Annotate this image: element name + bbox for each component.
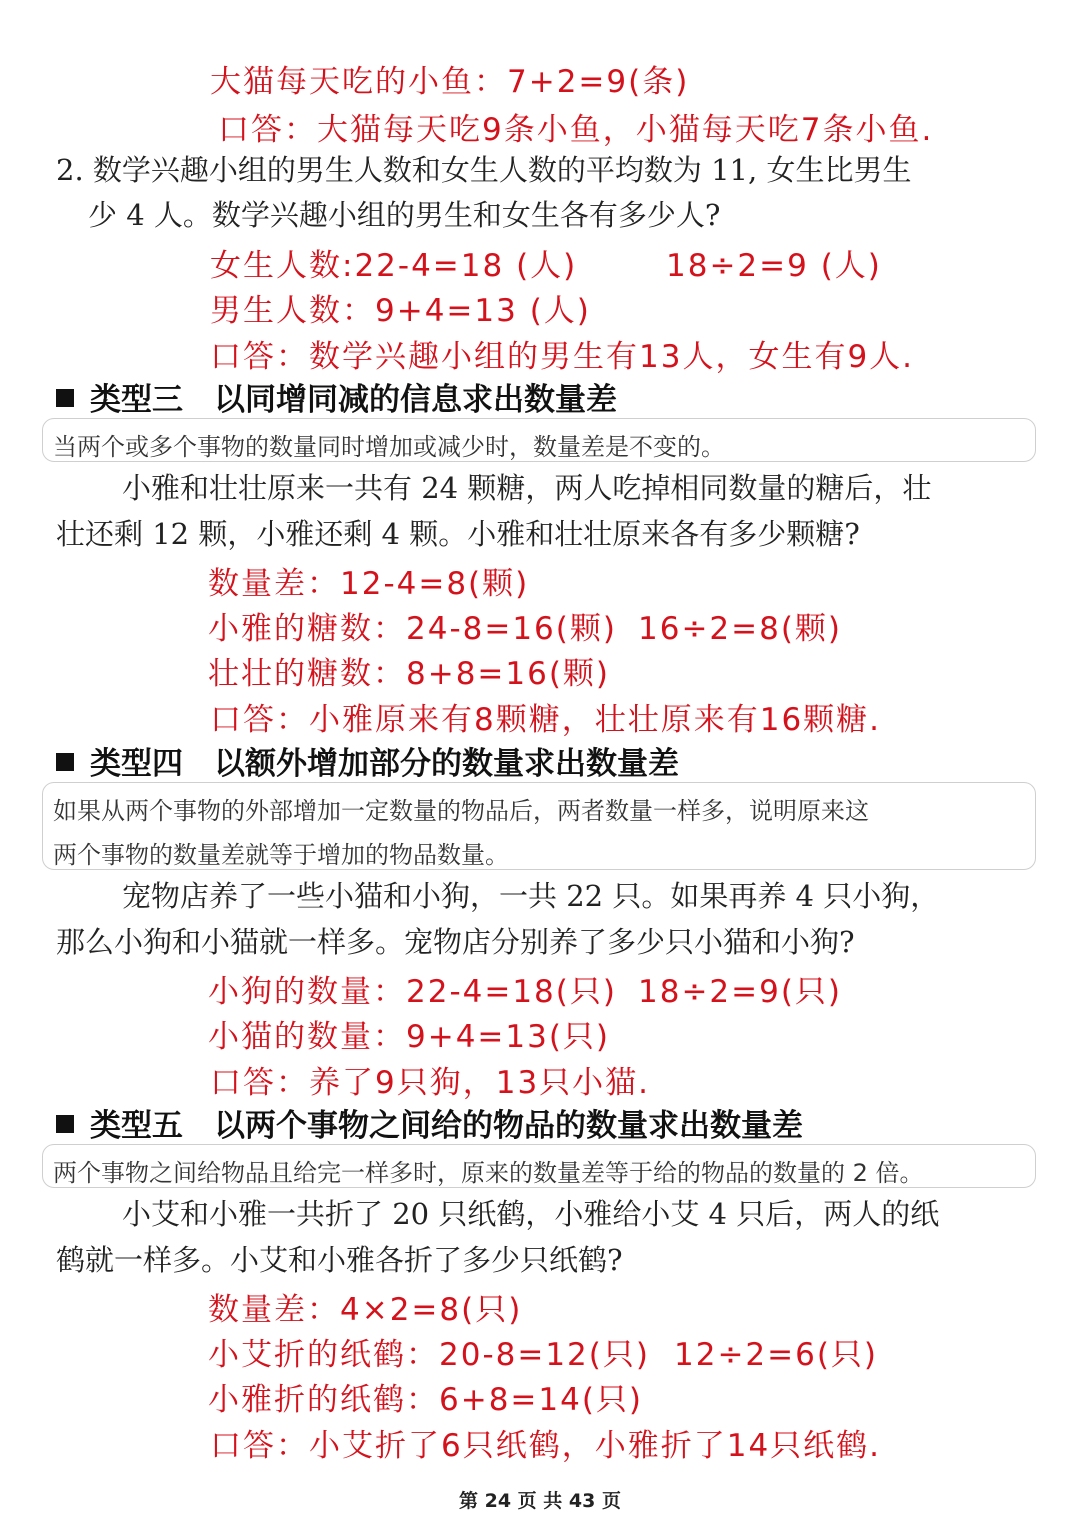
page-number: 第 24 页 共 43 页 [459,1490,621,1512]
answer-line: 口答：小艾折了6只纸鹤，小雅折了14只纸鹤. [210,1428,882,1464]
section-heading-text: 类型三 以同增同减的信息求出数量差 [90,382,617,418]
section-heading-text: 类型四 以额外增加部分的数量求出数量差 [90,746,679,782]
answer-line: 小雅的糖数：24-8=16(颗) [208,611,617,647]
answer-line: 16÷2=8(颗) [638,611,843,647]
answer-line: 小艾折的纸鹤：20-8=12(只) [208,1337,650,1373]
question-text: 2. 数学兴趣小组的男生人数和女生人数的平均数为 11, 女生比男生 [56,153,912,187]
square-bullet-icon [56,753,74,771]
problem-text: 小艾和小雅一共折了 20 只纸鹤，小雅给小艾 4 只后，两人的纸 [122,1197,940,1231]
problem-text: 壮还剩 12 颗，小雅还剩 4 颗。小雅和壮壮原来各有多少颗糖? [56,517,860,551]
answer-line: 大猫每天吃的小鱼：7+2=9(条) [210,64,690,100]
question-text: 少 4 人。数学兴趣小组的男生和女生各有多少人? [88,198,721,232]
answer-line: 壮壮的糖数：8+8=16(颗) [208,656,611,692]
answer-line: 女生人数:22-4=18 (人) [210,248,578,284]
answer-line: 18÷2=9(只) [638,974,843,1010]
rule-box [42,1144,1036,1188]
square-bullet-icon [56,389,74,407]
section-heading-text: 类型五 以两个事物之间给的物品的数量求出数量差 [90,1108,803,1144]
answer-line: 数量差：12-4=8(颗) [208,566,530,602]
answer-line: 口答：数学兴趣小组的男生有13人，女生有9人. [210,339,915,375]
answer-line: 口答：养了9只狗，13只小猫. [210,1065,651,1101]
answer-line: 12÷2=6(只) [674,1337,879,1373]
problem-text: 那么小狗和小猫就一样多。宠物店分别养了多少只小猫和小狗? [56,925,855,959]
section-heading [56,738,679,783]
answer-line: 18÷2=9 (人) [666,248,882,284]
answer-line: 口答：小雅原来有8颗糖，壮壮原来有16颗糖. [210,702,882,738]
answer-line: 小狗的数量：22-4=18(只) [208,974,617,1010]
problem-text: 小雅和壮壮原来一共有 24 颗糖，两人吃掉相同数量的糖后，壮 [122,471,932,505]
rule-text: 两个事物之间给物品且给完一样多时，原来的数量差等于给的物品的数量的 2 倍。 [53,1159,924,1187]
rule-box [42,782,1036,870]
section-heading [56,1100,803,1145]
rule-text: 两个事物的数量差就等于增加的物品数量。 [53,841,509,869]
problem-text: 宠物店养了一些小猫和小狗，一共 22 只。如果再养 4 只小狗， [122,879,940,913]
answer-line: 数量差：4×2=8(只) [208,1292,523,1328]
problem-text: 鹤就一样多。小艾和小雅各折了多少只纸鹤? [56,1243,623,1277]
answer-line: 男生人数：9+4=13 (人) [210,293,591,329]
rule-text: 如果从两个事物的外部增加一定数量的物品后，两者数量一样多，说明原来这 [53,797,869,825]
rule-text: 当两个或多个事物的数量同时增加或减少时，数量差是不变的。 [53,433,725,461]
answer-line: 口答：大猫每天吃9条小鱼，小猫每天吃7条小鱼. [218,112,934,148]
section-heading [56,374,617,419]
square-bullet-icon [56,1115,74,1133]
answer-line: 小猫的数量：9+4=13(只) [208,1019,611,1055]
answer-line: 小雅折的纸鹤：6+8=14(只) [208,1382,644,1418]
rule-box [42,418,1036,462]
